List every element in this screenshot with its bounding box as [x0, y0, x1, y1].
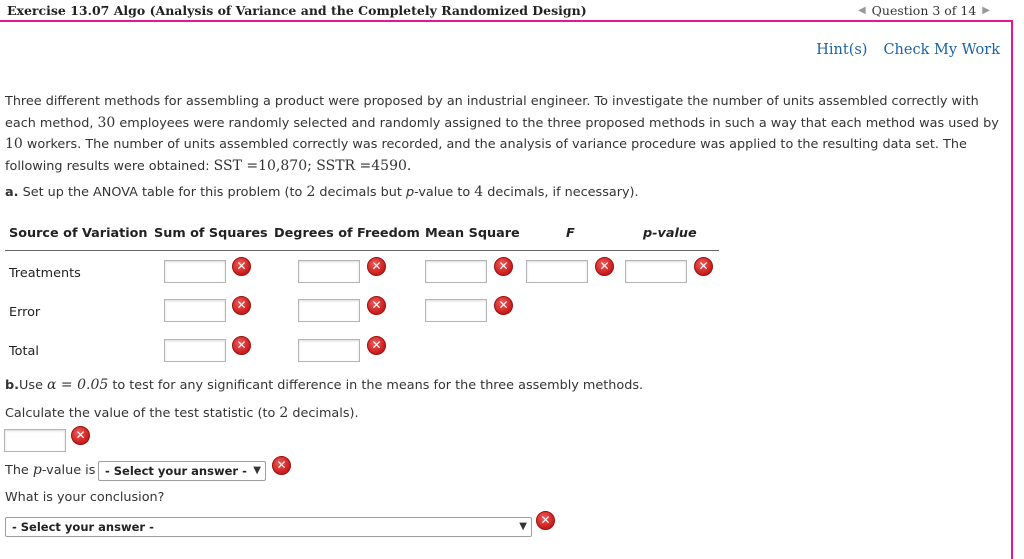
treatments-ms-input[interactable]: [425, 260, 487, 283]
part-a-text-3: -value to: [414, 185, 475, 200]
per-method-count: 10: [5, 136, 23, 153]
pvalue-text-pre: The: [5, 463, 33, 478]
incorrect-x-icon: ✕: [494, 296, 513, 315]
pvalue-select[interactable]: [98, 461, 266, 481]
row-label-total: Total: [9, 344, 39, 359]
conclusion-select[interactable]: [5, 517, 532, 537]
part-a-text-1: Set up the ANOVA table for this problem (to: [18, 185, 307, 200]
incorrect-x-icon: ✕: [232, 296, 251, 315]
exercise-title: Exercise 13.07 Algo (Analysis of Variance and the Completely Randomized Design): [7, 3, 587, 18]
total-df-input[interactable]: [298, 339, 360, 362]
chevron-down-icon: ▼: [519, 521, 527, 532]
test-statistic-input[interactable]: [4, 429, 66, 452]
treatments-ss-input[interactable]: [164, 260, 226, 283]
calc-decimals: 2: [279, 405, 289, 421]
incorrect-x-icon: ✕: [595, 257, 614, 276]
incorrect-x-icon: ✕: [232, 336, 251, 355]
part-a-decimals: 2: [306, 184, 316, 200]
conclusion-select-value: - Select your answer -: [12, 520, 154, 534]
part-a-p-decimals: 4: [474, 184, 484, 200]
top-bar: [0, 0, 1012, 22]
calc-text-2: decimals).: [288, 406, 359, 421]
pvalue-prompt: [5, 462, 95, 478]
part-b-prompt: [5, 377, 643, 393]
incorrect-x-icon: ✕: [367, 336, 386, 355]
chevron-down-icon: ▼: [253, 465, 261, 476]
error-ss-input[interactable]: [164, 299, 226, 322]
error-df-input[interactable]: [298, 299, 360, 322]
alpha-value: α = 0.05: [47, 377, 109, 393]
incorrect-x-icon: ✕: [367, 296, 386, 315]
calc-text-1: Calculate the value of the test statistic (to: [5, 406, 280, 421]
header-sum-of-squares: Sum of Squares: [154, 226, 268, 241]
total-ss-input[interactable]: [164, 339, 226, 362]
triangle-left-icon[interactable]: ◀: [857, 5, 866, 16]
help-links: [816, 42, 1000, 58]
question-counter: Question 3 of 14: [871, 3, 977, 18]
treatments-f-input[interactable]: [526, 260, 588, 283]
hints-link[interactable]: Hint(s): [816, 42, 868, 58]
problem-statement: [5, 91, 1000, 177]
part-a-text-4: decimals, if necessary).: [483, 185, 639, 200]
incorrect-x-icon: ✕: [694, 257, 713, 276]
row-label-error: Error: [9, 305, 41, 320]
pvalue-select-value: - Select your answer -: [105, 464, 247, 478]
part-a-text-2: decimals but: [315, 185, 406, 200]
part-b-label: b.: [5, 378, 20, 393]
calc-prompt: [5, 405, 359, 421]
header-p-value: p-value: [643, 226, 697, 241]
incorrect-x-icon: ✕: [232, 257, 251, 276]
incorrect-x-icon: ✕: [71, 426, 90, 445]
triangle-right-icon[interactable]: ▶: [982, 5, 990, 16]
employees-count: 30: [97, 114, 116, 131]
header-f: F: [566, 226, 575, 241]
incorrect-x-icon: ✕: [272, 456, 291, 475]
incorrect-x-icon: ✕: [494, 257, 513, 276]
part-b-text-2: to test for any significant difference in the means for the three assembly methods.: [108, 378, 644, 393]
intro-text-2: employees were randomly selected and randomly assigned to the three proposed methods in such a way that each method was used by: [115, 115, 999, 131]
header-df: Degrees of Freedom: [274, 226, 420, 241]
part-a-p: p: [405, 185, 415, 200]
treatments-pvalue-input[interactable]: [625, 260, 687, 283]
pvalue-text-post: -value is: [41, 463, 96, 478]
conclusion-prompt: What is your conclusion?: [5, 490, 165, 505]
row-label-treatments: Treatments: [9, 266, 81, 281]
part-a-label: a.: [5, 185, 19, 200]
part-b-text-1: Use: [19, 378, 48, 393]
check-my-work-link[interactable]: Check My Work: [883, 42, 1000, 58]
error-ms-input[interactable]: [425, 299, 487, 322]
table-divider: [5, 250, 719, 251]
sst-sstr-values: SST =10,870; SSTR =4590.: [213, 157, 412, 174]
intro-text-3: workers. The number of units assembled correctly was recorded, and the analysis of variance procedure was applied to the resulting data set. The following results were obtained:: [5, 137, 967, 174]
header-source: Source of Variation: [9, 226, 148, 241]
page-edge: [1011, 20, 1013, 559]
question-nav: [858, 3, 990, 18]
incorrect-x-icon: ✕: [367, 257, 386, 276]
header-mean-square: Mean Square: [425, 226, 520, 241]
pvalue-p: p: [32, 462, 42, 478]
intro-text-1: Three different methods for assembling a product were proposed by an industrial engineer. To investigate the number of units assembled correctly with each method,: [5, 94, 979, 131]
treatments-df-input[interactable]: [298, 260, 360, 283]
part-a-prompt: [5, 184, 639, 200]
incorrect-x-icon: ✕: [536, 511, 555, 530]
